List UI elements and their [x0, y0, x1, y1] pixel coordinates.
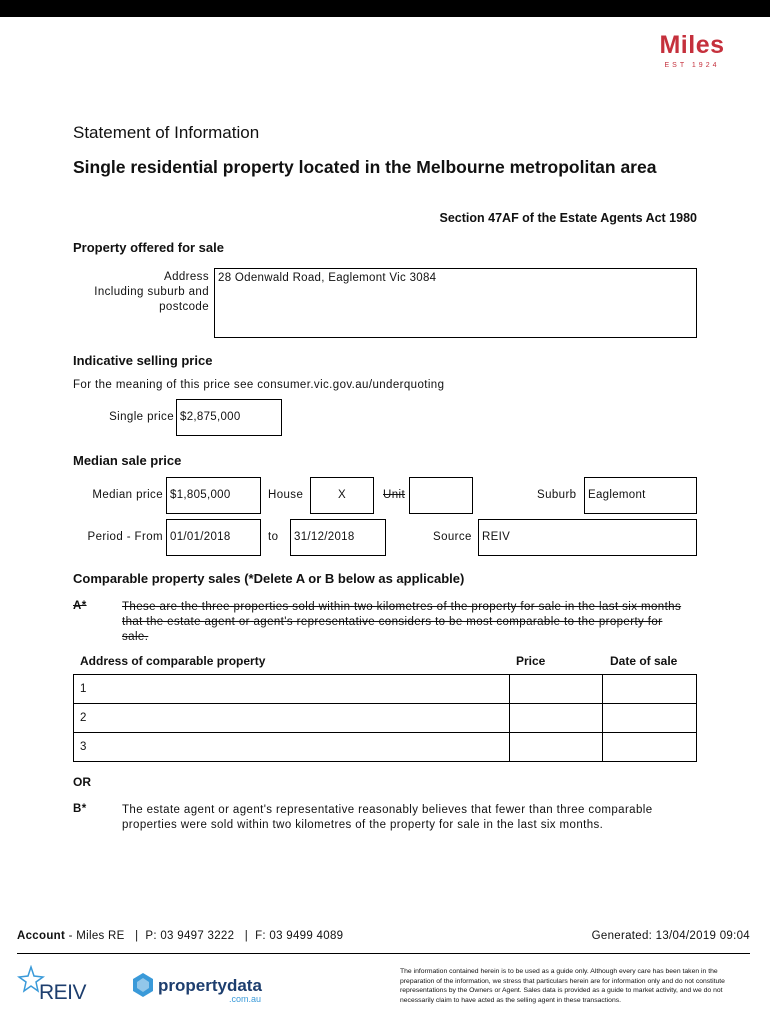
- row-date-cell[interactable]: [603, 733, 697, 762]
- account-info: [17, 930, 343, 942]
- median-heading: Median sale price: [73, 453, 182, 468]
- reiv-logo-text: REIV: [39, 981, 87, 1004]
- row-date-cell[interactable]: [603, 704, 697, 733]
- single-price-label: Single price: [109, 411, 174, 423]
- row-address-cell[interactable]: [74, 704, 510, 733]
- single-price-field[interactable]: $2,875,000: [176, 399, 282, 436]
- row-price-cell[interactable]: [510, 704, 603, 733]
- option-a-text: These are the three properties sold within two kilometres of the property for sale in the last six months that the estate agent or agent's representative considers to be most comparable to the property for sale.: [122, 601, 682, 643]
- propertydata-hex-icon: [131, 972, 155, 998]
- col-address-header: Address of comparable property: [80, 654, 266, 668]
- median-price-field[interactable]: $1,805,000: [166, 477, 261, 514]
- row-price-cell[interactable]: [510, 675, 603, 704]
- row-number: 3: [80, 741, 87, 753]
- house-field[interactable]: X: [310, 477, 374, 514]
- propertydata-logo: [131, 972, 271, 1008]
- period-from-label: Period - From: [87, 531, 163, 543]
- col-price-header: Price: [516, 654, 546, 668]
- comparable-heading: Comparable property sales (*Delete A or B below as applicable): [73, 571, 465, 586]
- comparable-table: [73, 674, 697, 762]
- propertydata-logo-text: propertydata: [158, 976, 262, 995]
- address-label-line2: Including suburb and: [94, 286, 209, 298]
- account-details: - Miles RE | P: 03 9497 3222 | F: 03 9499 4089: [65, 930, 344, 942]
- indicative-heading: Indicative selling price: [73, 353, 213, 368]
- row-number: 1: [80, 683, 87, 695]
- address-label-line3: postcode: [159, 301, 209, 313]
- address-label-line1: Address: [164, 271, 209, 283]
- address-label: [73, 270, 209, 315]
- unit-label: Unit: [383, 489, 406, 501]
- logo-name: Miles: [659, 31, 725, 59]
- col-date-header: Date of sale: [610, 654, 678, 668]
- account-label: Account: [17, 930, 66, 942]
- period-to-label: to: [268, 531, 279, 543]
- option-b-text: The estate agent or agent's representative reasonably believes that fewer than three comparable properties were sold within two kilometres of the property for sale in the last six months.: [122, 804, 653, 831]
- row-date-cell[interactable]: [603, 675, 697, 704]
- disclaimer: The information contained herein is to be used as a guide only. Although every care has been taken in the preparation of the information, we stress that particulars herein are for information only and do not constitute representations by the Owners or Agent. Sales data is provided as a guide to market activity, and we do not necessarily claim to have acted as the selling agent in these transactions.: [400, 968, 725, 1004]
- table-row: [74, 733, 697, 762]
- propertydata-logo-subtext: .com.au: [229, 994, 262, 1004]
- period-to-field[interactable]: 31/12/2018: [290, 519, 386, 556]
- row-address-cell[interactable]: [74, 675, 510, 704]
- period-from-field[interactable]: 01/01/2018: [166, 519, 261, 556]
- section-reference: Section 47AF of the Estate Agents Act 1980: [439, 211, 697, 225]
- footer-divider: [17, 953, 750, 954]
- generated-timestamp: Generated: 13/04/2019 09:04: [591, 930, 750, 942]
- suburb-field[interactable]: Eaglemont: [584, 477, 697, 514]
- source-field[interactable]: REIV: [478, 519, 697, 556]
- property-heading: Property offered for sale: [73, 240, 224, 255]
- source-label: Source: [433, 531, 472, 543]
- underquoting-note: For the meaning of this price see consumer.vic.gov.au/underquoting: [73, 379, 445, 391]
- option-b-marker: B*: [73, 803, 87, 815]
- reiv-logo: [17, 965, 97, 1005]
- unit-field[interactable]: [409, 477, 473, 514]
- table-row: [74, 704, 697, 733]
- median-price-label: Median price: [92, 489, 163, 501]
- suburb-label: Suburb: [537, 489, 577, 501]
- row-address-cell[interactable]: [74, 733, 510, 762]
- option-a-marker: A*: [73, 600, 87, 612]
- top-black-bar: [0, 0, 770, 17]
- row-number: 2: [80, 712, 87, 724]
- or-label: OR: [73, 775, 91, 789]
- statement-title: Statement of Information: [73, 123, 260, 142]
- logo-est: EST 1924: [664, 62, 720, 69]
- main-title: Single residential property located in the Melbourne metropolitan area: [73, 157, 657, 177]
- miles-logo: [654, 30, 730, 69]
- address-field[interactable]: 28 Odenwald Road, Eaglemont Vic 3084: [214, 268, 697, 338]
- house-label: House: [268, 489, 304, 501]
- table-row: [74, 675, 697, 704]
- row-price-cell[interactable]: [510, 733, 603, 762]
